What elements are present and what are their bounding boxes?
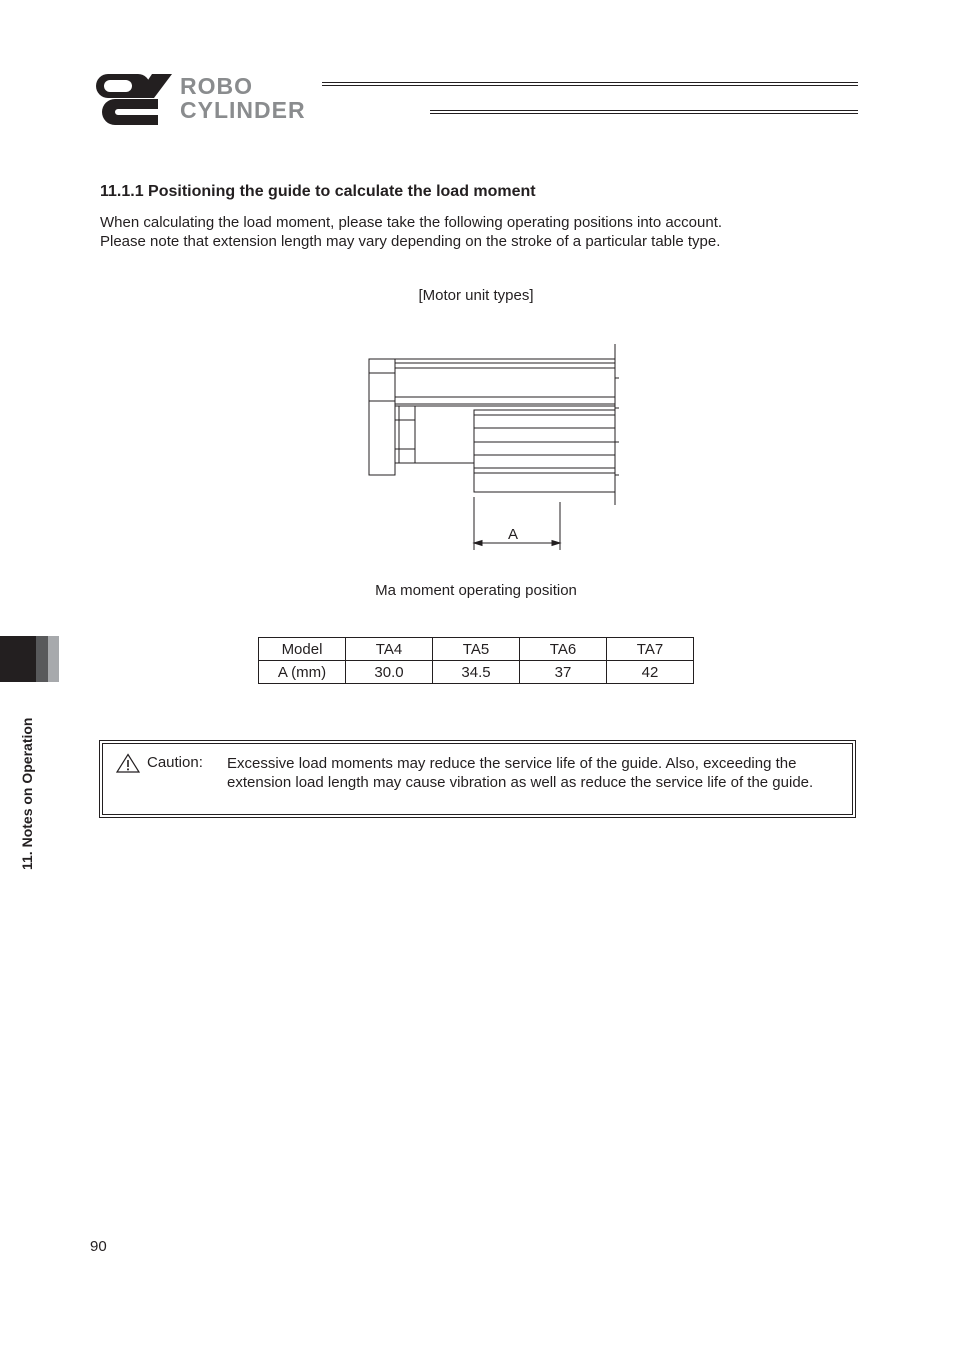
- chapter-tab-mid: [36, 636, 48, 682]
- logo-rule-top: [322, 82, 858, 83]
- logo-rule-top-2: [322, 85, 858, 86]
- table-cell: TA5: [433, 638, 520, 661]
- table-cell: 34.5: [433, 661, 520, 684]
- table-cell: TA7: [607, 638, 694, 661]
- section-heading: 11.1.1 Positioning the guide to calculate the load moment: [100, 183, 536, 200]
- intro-paragraph-line1: When calculating the load moment, please take the following operating positions into account.: [100, 214, 723, 231]
- robo-cylinder-logo: [96, 72, 858, 126]
- figure-caption-bottom: Ma moment operating position: [375, 582, 577, 599]
- caution-label: Caution:: [147, 754, 203, 771]
- table-cell: 30.0: [346, 661, 433, 684]
- motor-unit-drawing: [366, 342, 620, 554]
- dimension-table: [258, 637, 694, 684]
- warning-triangle-icon: [116, 753, 140, 773]
- dimension-label-a: A: [508, 526, 519, 543]
- logo-rule-bottom-2: [430, 113, 858, 114]
- caution-text: Excessive load moments may reduce the service life of the guide. Also, exceeding the extension load length may cause vibration as well as reduce the service life of the guide.: [227, 755, 814, 791]
- page-number: 90: [90, 1238, 107, 1255]
- table-cell: TA4: [346, 638, 433, 661]
- logo-rule-bottom: [430, 110, 858, 111]
- table-cell: TA6: [520, 638, 607, 661]
- table-cell: 42: [607, 661, 694, 684]
- rc-logo-mark: [96, 72, 174, 126]
- chapter-tab-dark: [0, 636, 36, 682]
- table-cell: 37: [520, 661, 607, 684]
- table-cell: A (mm): [259, 661, 346, 684]
- caution-box-inner: [102, 743, 853, 815]
- table-row: [259, 638, 694, 661]
- table-cell: Model: [259, 638, 346, 661]
- chapter-side-label: 11. Notes on Operation: [19, 717, 35, 870]
- intro-paragraph-line2: Please note that extension length may vary depending on the stroke of a particular table type.: [100, 233, 721, 250]
- logo-word-robo: ROBO: [180, 73, 253, 99]
- slider-table: [474, 410, 615, 492]
- chapter-tab-light: [48, 636, 59, 682]
- figure-caption-top: [Motor unit types]: [418, 287, 534, 304]
- logo-word-cylinder: CYLINDER: [180, 97, 306, 123]
- motor-end-block: [369, 359, 395, 475]
- caution-box: [99, 740, 856, 818]
- table-row: [259, 661, 694, 684]
